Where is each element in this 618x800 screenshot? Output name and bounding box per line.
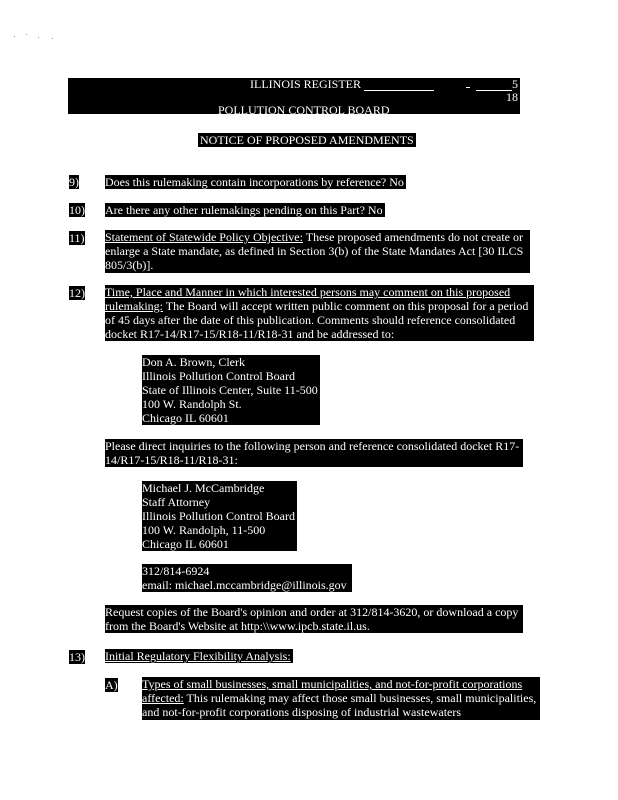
item-13a-text — [142, 677, 540, 720]
notice-title: NOTICE OF PROPOSED AMENDMENTS — [200, 133, 414, 147]
item-12-number: 12) — [69, 286, 85, 300]
copies-text: Request copies of the Board's opinion and order at 312/814-3620, or download a copy from the Board's Website at http:\\www.ipcb.state.il.us. — [105, 605, 523, 633]
header-register-bar — [68, 77, 520, 117]
item-12-text — [105, 285, 534, 341]
item-11-body: These proposed amendments do not create or enlarge a State mandate, as defined in Section 3(b) of the State Mandates Act [30 ILCS 805/3(b)]. — [105, 230, 524, 272]
item-13-lead: Initial Regulatory Flexibility Analysis: — [105, 649, 291, 663]
staff-line-1: Michael J. McCambridge — [142, 481, 265, 495]
register-tick — [466, 87, 470, 88]
register-rule — [364, 90, 434, 91]
item-11-text — [105, 230, 530, 273]
board-name: POLLUTION CONTROL BOARD — [218, 103, 390, 117]
staff-line-3: Illinois Pollution Control Board — [142, 509, 296, 523]
item-12-body: The Board will accept written public comment on this proposal for a period of 45 days after the date of this publication. Comments should reference consolidated docket R17-14/R17-15/R18-11/R18-31 and be addressed to: — [105, 299, 529, 341]
page-number-b: 18 — [506, 90, 518, 104]
staff-line-4: 100 W. Randolph, 11-500 — [142, 523, 266, 537]
item-9-number: 9) — [69, 175, 79, 189]
item-12-lead: Time, Place and Manner in which interested persons may comment on this proposed rulemaking: — [105, 285, 511, 313]
scan-specks — [14, 34, 56, 40]
item-13-heading — [105, 649, 293, 663]
clerk-address — [142, 355, 320, 425]
staff-line-2: Staff Attorney — [142, 495, 211, 509]
clerk-line-3: State of Illinois Center, Suite 11-500 — [142, 383, 318, 397]
clerk-line-5: Chicago IL 60601 — [142, 411, 229, 425]
staff-line-5: Chicago IL 60601 — [142, 537, 229, 551]
item-9-text: Does this rulemaking contain incorporations by reference? No — [105, 175, 404, 189]
item-13a-lead: Types of small businesses, small municipalities, and not-for-profit corporations affected: — [142, 677, 523, 705]
item-13a-number: A) — [105, 678, 118, 692]
clerk-line-1: Don A. Brown, Clerk — [142, 355, 245, 369]
item-10-text: Are there any other rulemakings pending on this Part? No — [105, 203, 383, 217]
contact-email: email: michael.mccambridge@illinois.gov — [142, 578, 347, 592]
item-11-number: 11) — [69, 231, 85, 245]
clerk-line-2: Illinois Pollution Control Board — [142, 369, 296, 383]
register-title: ILLINOIS REGISTER — [250, 77, 361, 91]
page-number-a: 5 — [512, 77, 518, 91]
staff-address — [142, 481, 297, 551]
clerk-line-4: 100 W. Randolph St. — [142, 397, 242, 411]
item-13a-body: This rulemaking may affect those small businesses, small municipalities, and not-for-profit corporations disposing of industrial wastewaters — [142, 691, 537, 719]
contact-block — [142, 564, 352, 592]
item-13-number: 13) — [69, 650, 85, 664]
inquiries-text: Please direct inquiries to the following person and reference consolidated docket R17-14/R17-15/R18-11/R18-31: — [105, 439, 523, 467]
item-11-lead: Statement of Statewide Policy Objective: — [105, 230, 303, 244]
item-10-number: 10) — [69, 203, 85, 217]
contact-phone: 312/814-6924 — [142, 564, 210, 578]
